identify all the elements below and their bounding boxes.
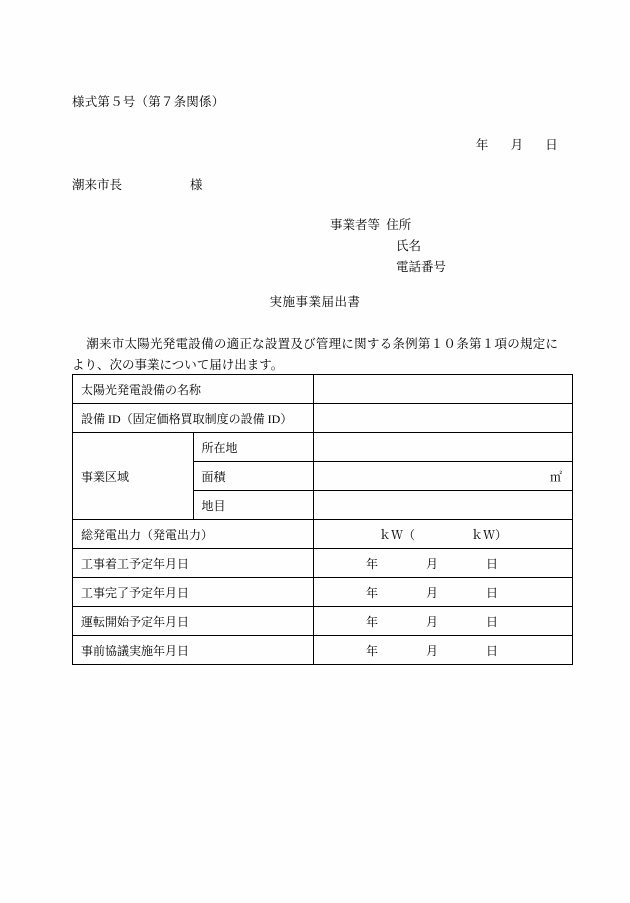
application-table [72,374,573,665]
ymd-day: 日 [486,556,499,571]
applicant-label-address: 住所 [386,218,412,232]
ymd-year: 年 [366,585,379,600]
row-label-total-output: 総発電出力（発電出力） [73,520,314,549]
row-label-area: 面積 [193,462,314,491]
row-label-facility-id: 設備 ID（固定価格買取制度の設備 ID） [73,404,314,433]
applicant-row-phone [330,257,446,278]
unit-square-meter: ㎡ [549,469,562,484]
row-value-construction-start[interactable] [314,549,573,578]
applicant-label-phone: 電話番号 [396,260,447,274]
row-label-project-area: 事業区域 [73,433,194,520]
ymd-year: 年 [366,556,379,571]
ymd-day: 日 [486,643,499,658]
applicant-row-name [330,236,446,257]
row-value-location[interactable] [314,433,573,462]
row-label-construction-start: 工事着工予定年月日 [73,549,314,578]
row-label-location: 所在地 [193,433,314,462]
table-row [73,520,573,549]
table-row [73,578,573,607]
ymd-day: 日 [486,585,499,600]
row-label-construction-end: 工事完了予定年月日 [73,578,314,607]
ymd-year: 年 [366,643,379,658]
table-row [73,607,573,636]
row-label-facility-name: 太陽光発電設備の名称 [73,375,314,404]
row-label-prior-consultation: 事前協議実施年月日 [73,636,314,665]
body-paragraph: 潮来市太陽光発電設備の適正な設置及び管理に関する条例第１０条第１項の規定により、次の事業について届け出ます。 [72,337,558,372]
ymd-year: 年 [366,614,379,629]
table-row [73,404,573,433]
addressee-honorific: 様 [190,178,203,192]
ymd-day: 日 [486,614,499,629]
date-month: 月 [510,138,524,152]
applicant-label-name: 氏名 [396,239,422,253]
row-value-area[interactable] [314,462,573,491]
document-body [72,0,562,903]
ymd-month: 月 [426,556,439,571]
table-row [73,549,573,578]
row-value-land-category[interactable] [314,491,573,520]
ymd-month: 月 [426,585,439,600]
date-line [476,135,558,153]
row-value-operation-start[interactable] [314,607,573,636]
applicant-heading: 事業者等 [330,218,381,232]
document-body-text [72,334,558,376]
output-unit-1: ｋＷ（ [378,527,415,542]
table-row [73,433,573,462]
table-row [73,636,573,665]
date-day: 日 [545,138,558,152]
row-value-total-output[interactable] [314,520,573,549]
row-value-facility-name[interactable] [314,375,573,404]
row-label-land-category: 地目 [193,491,314,520]
ymd-month: 月 [426,614,439,629]
applicant-block [330,215,446,278]
row-value-facility-id[interactable] [314,404,573,433]
addressee [72,175,203,193]
applicant-row-address [330,215,446,236]
table-row [73,375,573,404]
ymd-month: 月 [426,643,439,658]
form-number: 様式第５号（第７条関係） [72,95,225,109]
row-value-prior-consultation[interactable] [314,636,573,665]
addressee-name: 潮来市長 [72,178,123,192]
date-year: 年 [475,138,489,152]
row-label-operation-start: 運転開始予定年月日 [73,607,314,636]
row-value-construction-end[interactable] [314,578,573,607]
output-unit-2: ｋＷ） [471,527,508,542]
document-title: 実施事業届出書 [269,295,361,309]
